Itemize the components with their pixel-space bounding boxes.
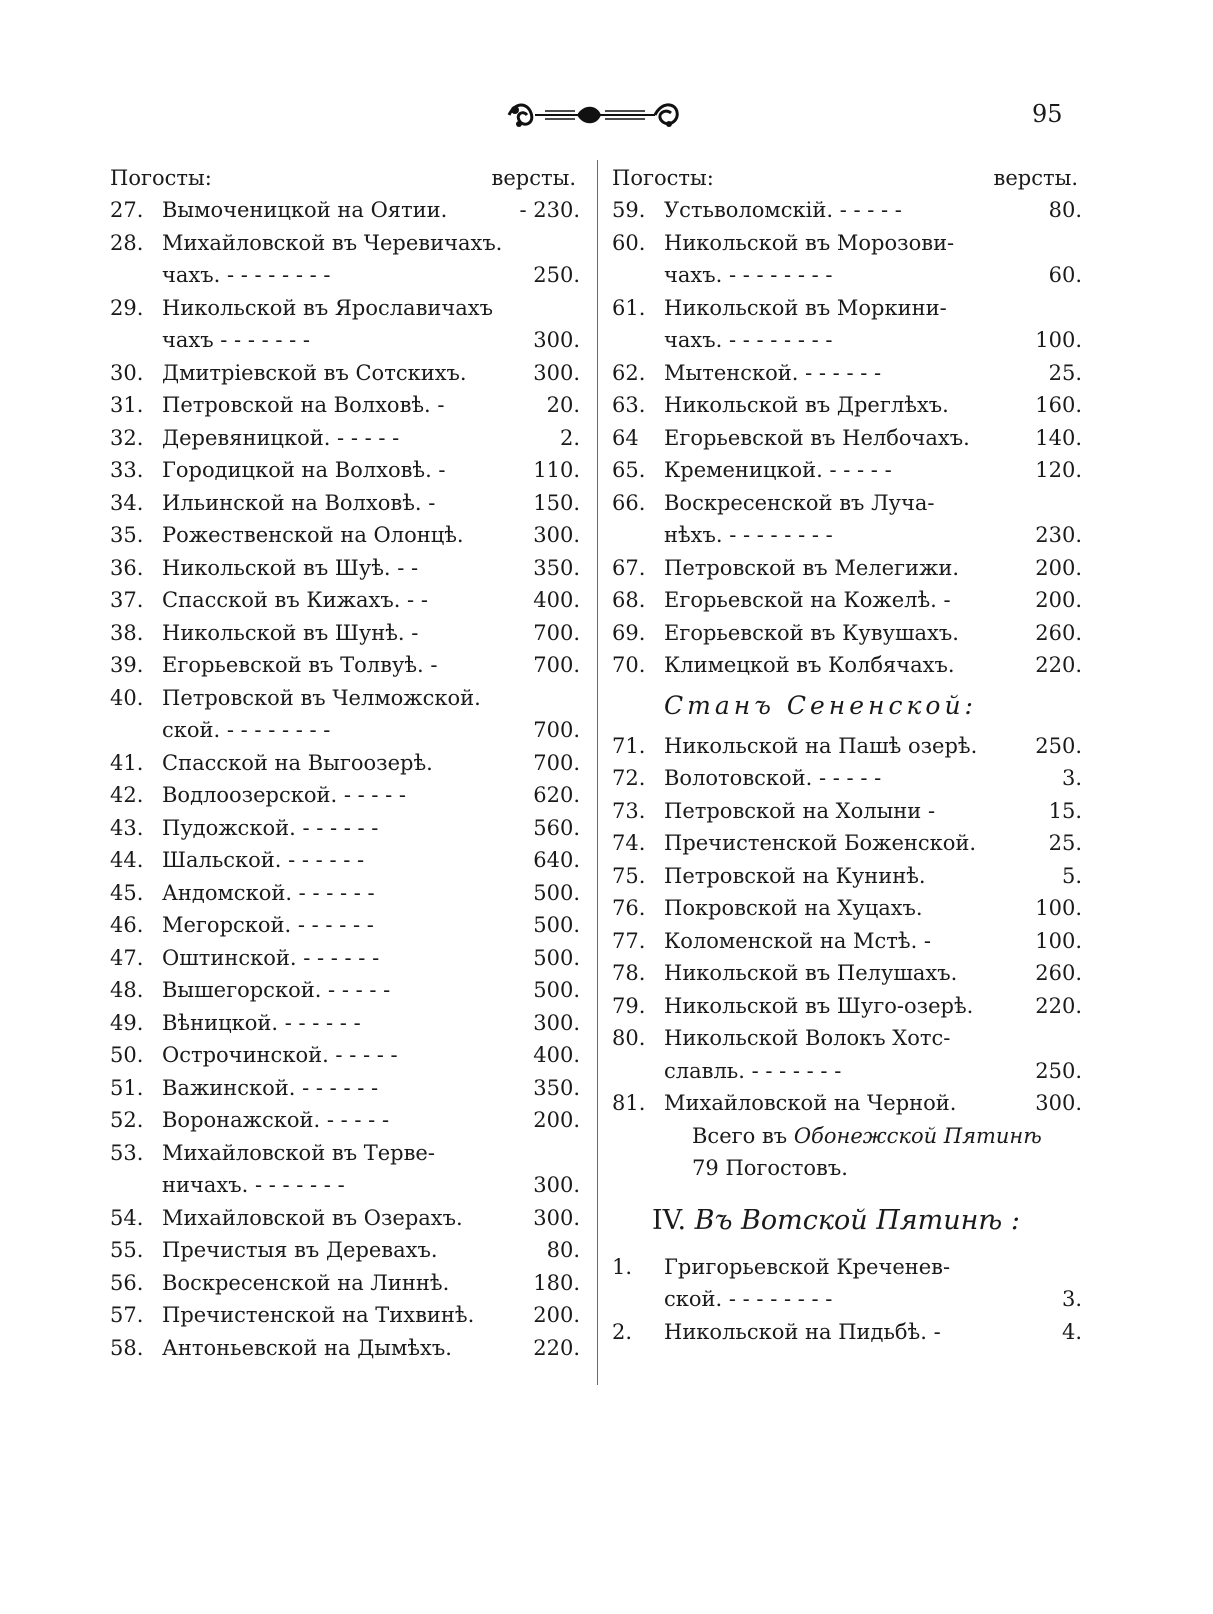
entry-row	[110, 487, 580, 520]
entry-number: 71.	[612, 733, 646, 758]
entry-row	[612, 617, 1082, 650]
entry-versty: 500.	[533, 913, 580, 937]
entry-versty: 260.	[1035, 961, 1082, 985]
entry-versty: 3.	[1061, 1287, 1082, 1311]
entry-versty: 640.	[533, 848, 580, 872]
entry-number: 70.	[612, 653, 646, 677]
entry-versty: 500.	[533, 880, 580, 905]
entry-name: Егорьевской въ Толвуѣ. -	[162, 653, 438, 677]
entry-name: Петровской въ Челможской.	[162, 685, 481, 710]
header-pogosty: Погосты:	[110, 166, 212, 190]
entry-row	[110, 1137, 580, 1170]
entry-versty: 700.	[533, 718, 580, 742]
entry-versty: 100.	[1035, 328, 1082, 352]
entry-number: 72.	[612, 766, 646, 790]
entry-name: Пречистенской Боженской.	[664, 831, 977, 855]
entry-versty: 560.	[533, 815, 580, 840]
entry-row	[110, 1332, 580, 1365]
entry-name: Спасской въ Кижахъ. - -	[162, 588, 428, 612]
entry-name: Михайловской въ Терве-	[162, 1140, 435, 1165]
column-header	[110, 162, 580, 194]
entry-name: Коломенской на Мстѣ. -	[664, 928, 932, 953]
left-entry-list	[110, 194, 580, 1364]
entry-versty: 80.	[1048, 198, 1082, 222]
entry-number: 36.	[110, 555, 144, 580]
entry-versty: 400.	[533, 588, 580, 612]
entry-name: Никольской въ Пелушахъ.	[664, 961, 958, 985]
entry-versty: 200.	[1035, 555, 1082, 580]
entry-continuation	[612, 259, 1082, 292]
entry-row	[110, 779, 580, 812]
entry-versty: 500.	[533, 945, 580, 970]
entry-name: ской. - - - - - - - -	[162, 718, 331, 742]
entry-number: 1.	[612, 1254, 633, 1279]
entry-number: 49.	[110, 1010, 144, 1035]
entry-number: 47.	[110, 945, 144, 970]
entry-name: Рожественской на Олонцѣ.	[162, 523, 464, 547]
entry-number: 60.	[612, 230, 646, 255]
right-entry-list-b	[612, 730, 1082, 1120]
header-versty: версты.	[993, 166, 1078, 190]
header-pogosty: Погосты:	[612, 166, 714, 190]
entry-row	[612, 194, 1082, 227]
entry-name: Никольской въ Шуѣ. - -	[162, 555, 419, 580]
entry-number: 62.	[612, 360, 646, 385]
entry-name: Антоньевской на Дымѣхъ.	[162, 1335, 452, 1360]
entry-name: Пудожской. - - - - - -	[162, 815, 379, 840]
entry-number: 37.	[110, 588, 144, 612]
entry-row	[612, 227, 1082, 260]
entry-name: Климецкой въ Колбячахъ.	[664, 653, 955, 677]
entry-versty: 60.	[1048, 263, 1082, 287]
entry-number: 31.	[110, 393, 144, 417]
entry-row	[612, 990, 1082, 1023]
total-line	[612, 1120, 1082, 1153]
entry-number: 56.	[110, 1270, 144, 1295]
entry-row	[612, 454, 1082, 487]
entry-row	[612, 762, 1082, 795]
entry-continuation	[110, 259, 580, 292]
entry-versty: 4.	[1061, 1319, 1082, 1344]
entry-name: Никольской въ Моркини-	[664, 295, 947, 320]
entry-name: нѣхъ. - - - - - - - -	[664, 523, 833, 547]
entry-name: Петровской въ Мелегижи.	[664, 555, 960, 580]
header-versty: версты.	[491, 166, 576, 190]
entry-name: Пречистыя въ Деревахъ.	[162, 1238, 438, 1262]
entry-number: 35.	[110, 523, 144, 547]
entry-number: 55.	[110, 1238, 144, 1262]
entry-versty: 5.	[1061, 863, 1082, 888]
total-count: 79 Погостовъ.	[692, 1156, 848, 1180]
entry-versty: 260.	[1035, 620, 1082, 645]
entry-number: 59.	[612, 198, 646, 222]
entry-name: Пречистенской на Тихвинѣ.	[162, 1303, 475, 1327]
entry-row	[612, 1022, 1082, 1055]
entry-versty: 2.	[559, 425, 580, 450]
entry-row	[110, 454, 580, 487]
entry-name: Вѣницкой. - - - - - -	[162, 1010, 361, 1035]
entry-row	[110, 844, 580, 877]
entry-continuation	[110, 1169, 580, 1202]
entry-number: 51.	[110, 1075, 144, 1100]
entry-versty: 250.	[1035, 1058, 1082, 1083]
entry-number: 65.	[612, 458, 646, 482]
entry-number: 73.	[612, 798, 646, 823]
entry-versty: 20.	[546, 393, 580, 417]
entry-row	[110, 617, 580, 650]
entry-versty: 25.	[1048, 831, 1082, 855]
entry-name: Егорьевской въ Нелбочахъ.	[664, 425, 970, 450]
entry-name: Городицкой на Волховѣ. -	[162, 458, 446, 482]
entry-row	[612, 292, 1082, 325]
entry-name: Кременицкой. - - - - -	[664, 458, 892, 482]
entry-number: 79.	[612, 993, 646, 1018]
entry-number: 44.	[110, 848, 144, 872]
entry-number: 68.	[612, 588, 646, 612]
entry-number: 53.	[110, 1140, 144, 1165]
entry-name: Никольской на Пашѣ озерѣ.	[664, 733, 978, 758]
entry-name: Покровской на Хуцахъ.	[664, 896, 923, 920]
entry-row	[612, 1087, 1082, 1120]
total-place: Обонежской Пятинѣ	[793, 1123, 1042, 1148]
entry-versty: 300.	[533, 1173, 580, 1197]
entry-number: 48.	[110, 978, 144, 1002]
entry-name: Дмитріевской въ Сотскихъ.	[162, 360, 467, 385]
entry-name: Острочинской. - - - - -	[162, 1043, 398, 1067]
entry-row	[612, 957, 1082, 990]
entry-versty: 350.	[533, 1075, 580, 1100]
entry-name: Важинской. - - - - - -	[162, 1075, 379, 1100]
entry-name: Никольской въ Шуго-озерѣ.	[664, 993, 974, 1018]
entry-row	[110, 584, 580, 617]
entry-row	[110, 812, 580, 845]
left-column	[110, 162, 580, 1364]
entry-versty: - 230.	[519, 198, 580, 222]
section-four-heading	[612, 1191, 1082, 1251]
entry-versty: 220.	[1035, 993, 1082, 1018]
entry-number: 39.	[110, 653, 144, 677]
entry-versty: 220.	[1035, 653, 1082, 677]
entry-versty: 700.	[533, 620, 580, 645]
entry-name: Никольской Волокъ Хотс-	[664, 1026, 951, 1050]
entry-number: 42.	[110, 783, 144, 807]
total-prefix: Всего въ	[692, 1123, 788, 1148]
column-divider	[597, 160, 598, 1385]
entry-continuation	[612, 519, 1082, 552]
entry-versty: 350.	[533, 555, 580, 580]
entry-versty: 620.	[533, 783, 580, 807]
entry-row	[612, 1251, 1082, 1284]
page-number: 95	[1032, 100, 1063, 128]
entry-versty: 160.	[1035, 393, 1082, 417]
entry-name: Никольской въ Морозови-	[664, 230, 955, 255]
entry-name: чахъ - - - - - - -	[162, 328, 311, 352]
entry-name: Воскресенской на Линнѣ.	[162, 1270, 450, 1295]
entry-versty: 300.	[533, 523, 580, 547]
entry-number: 74.	[612, 831, 646, 855]
entry-name: чахъ. - - - - - - - -	[664, 328, 833, 352]
entry-versty: 110.	[533, 458, 580, 482]
entry-versty: 300.	[533, 328, 580, 352]
right-entry-list-a	[612, 194, 1082, 682]
entry-versty: 300.	[1035, 1091, 1082, 1115]
entry-row	[612, 357, 1082, 390]
entry-number: 29.	[110, 295, 144, 320]
entry-name: Петровской на Волховѣ. -	[162, 393, 445, 417]
entry-number: 28.	[110, 230, 144, 255]
entry-name: Мытенской. - - - - - -	[664, 360, 882, 385]
entry-number: 54.	[110, 1205, 144, 1230]
entry-name: Никольской въ Шунѣ. -	[162, 620, 419, 645]
entry-name: Оштинской. - - - - - -	[162, 945, 380, 970]
entry-continuation	[110, 324, 580, 357]
section-four-title: Въ Вотской Пятинѣ :	[694, 1204, 1020, 1236]
section-stan-heading: Станъ Сенeнской:	[664, 690, 977, 720]
entry-row	[110, 1072, 580, 1105]
section-four-numeral: IV.	[652, 1204, 687, 1236]
entry-row	[110, 649, 580, 682]
entry-row	[110, 422, 580, 455]
entry-versty: 200.	[533, 1303, 580, 1327]
entry-number: 45.	[110, 880, 144, 905]
entry-row	[110, 227, 580, 260]
entry-continuation	[612, 1055, 1082, 1088]
entry-name: Воскресенской въ Луча-	[664, 490, 935, 515]
entry-number: 50.	[110, 1043, 144, 1067]
entry-number: 40.	[110, 685, 144, 710]
entry-versty: 140.	[1035, 425, 1082, 450]
entry-versty: 230.	[1035, 523, 1082, 547]
entry-row	[110, 552, 580, 585]
entry-number: 66.	[612, 490, 646, 515]
entry-row	[110, 1104, 580, 1137]
entry-versty: 200.	[1035, 588, 1082, 612]
entry-row	[110, 747, 580, 780]
entry-row	[110, 1007, 580, 1040]
entry-name: Егорьевской въ Кувушахъ.	[664, 620, 959, 645]
entry-row	[110, 909, 580, 942]
entry-row	[110, 877, 580, 910]
entry-versty: 150.	[533, 490, 580, 515]
printer-ornament-icon	[505, 98, 683, 132]
entry-versty: 300.	[533, 1205, 580, 1230]
entry-name: Петровской на Холыни -	[664, 798, 936, 823]
entry-number: 30.	[110, 360, 144, 385]
entry-row	[612, 1316, 1082, 1349]
entry-row	[612, 795, 1082, 828]
entry-versty: 100.	[1035, 928, 1082, 953]
entry-number: 46.	[110, 913, 144, 937]
entry-versty: 120.	[1035, 458, 1082, 482]
entry-number: 81.	[612, 1091, 646, 1115]
entry-row	[110, 1234, 580, 1267]
entry-continuation	[612, 1283, 1082, 1316]
entry-versty: 300.	[533, 360, 580, 385]
entry-name: Вымоченицкой на Оятии.	[162, 198, 448, 222]
entry-number: 52.	[110, 1108, 144, 1132]
entry-row	[612, 552, 1082, 585]
entry-continuation	[110, 714, 580, 747]
entry-number: 64	[612, 425, 639, 450]
entry-number: 69.	[612, 620, 646, 645]
entry-row	[612, 860, 1082, 893]
entry-versty: 180.	[533, 1270, 580, 1295]
entry-name: Воронажской. - - - - -	[162, 1108, 390, 1132]
entry-versty: 300.	[533, 1010, 580, 1035]
entry-row	[110, 1202, 580, 1235]
entry-row	[612, 584, 1082, 617]
entry-versty: 220.	[533, 1335, 580, 1360]
entry-number: 78.	[612, 961, 646, 985]
right-entry-list-c	[612, 1251, 1082, 1349]
entry-number: 80.	[612, 1026, 646, 1050]
entry-name: Михайловской въ Озерахъ.	[162, 1205, 463, 1230]
entry-versty: 700.	[533, 653, 580, 677]
entry-name: ничахъ. - - - - - - -	[162, 1173, 345, 1197]
entry-row	[612, 422, 1082, 455]
entry-number: 58.	[110, 1335, 144, 1360]
entry-number: 76.	[612, 896, 646, 920]
entry-name: Никольской въ Ярославичахъ	[162, 295, 494, 320]
entry-row	[110, 682, 580, 715]
entry-versty: 15.	[1048, 798, 1082, 823]
entry-row	[110, 519, 580, 552]
entry-name: Егорьевской на Кожелѣ. -	[664, 588, 951, 612]
entry-number: 33.	[110, 458, 144, 482]
entry-number: 75.	[612, 863, 646, 888]
entry-versty: 3.	[1061, 766, 1082, 790]
entry-versty: 250.	[533, 263, 580, 287]
entry-row	[110, 1299, 580, 1332]
entry-name: Волотовской. - - - - -	[664, 766, 882, 790]
entry-number: 41.	[110, 750, 144, 775]
entry-name: Ильинской на Волховѣ. -	[162, 490, 436, 515]
entry-name: Водлоозерской. - - - - -	[162, 783, 407, 807]
entry-number: 32.	[110, 425, 144, 450]
entry-number: 61.	[612, 295, 646, 320]
column-header	[612, 162, 1082, 194]
entry-name: Никольской въ Дреглѣхъ.	[664, 393, 949, 417]
entry-row	[612, 389, 1082, 422]
entry-name: Мегорской. - - - - - -	[162, 913, 374, 937]
entry-name: Григорьевской Креченев-	[664, 1254, 951, 1279]
entry-row	[612, 649, 1082, 682]
entry-number: 63.	[612, 393, 646, 417]
entry-row	[110, 357, 580, 390]
entry-versty: 25.	[1048, 360, 1082, 385]
entry-number: 43.	[110, 815, 144, 840]
right-column	[612, 162, 1082, 1348]
entry-row	[612, 892, 1082, 925]
entry-name: Деревяницкой. - - - - -	[162, 425, 400, 450]
entry-name: Никольской на Пидьбѣ. -	[664, 1319, 941, 1344]
entry-number: 77.	[612, 928, 646, 953]
entry-name: Устьволомскій. - - - - -	[664, 198, 902, 222]
entry-row	[110, 194, 580, 227]
entry-number: 57.	[110, 1303, 144, 1327]
entry-versty: 80.	[546, 1238, 580, 1262]
entry-number: 38.	[110, 620, 144, 645]
entry-row	[110, 1039, 580, 1072]
entry-name: чахъ. - - - - - - - -	[162, 263, 331, 287]
entry-row	[110, 942, 580, 975]
entry-row	[110, 974, 580, 1007]
entry-name: славль. - - - - - - -	[664, 1058, 842, 1083]
entry-versty: 400.	[533, 1043, 580, 1067]
entry-number: 2.	[612, 1319, 633, 1344]
entry-row	[612, 730, 1082, 763]
entry-versty: 100.	[1035, 896, 1082, 920]
entry-name: чахъ. - - - - - - - -	[664, 263, 833, 287]
entry-name: Спасской на Выгоозерѣ.	[162, 750, 433, 775]
entry-name: Михайловской на Черной.	[664, 1091, 957, 1115]
entry-name: Андомской. - - - - - -	[162, 880, 375, 905]
entry-versty: 250.	[1035, 733, 1082, 758]
entry-name: ской. - - - - - - - -	[664, 1287, 833, 1311]
entry-row	[612, 827, 1082, 860]
entry-name: Михайловской въ Черевичахъ.	[162, 230, 503, 255]
entry-continuation	[612, 324, 1082, 357]
entry-number: 34.	[110, 490, 144, 515]
entry-name: Петровской на Кунинѣ.	[664, 863, 926, 888]
entry-row	[110, 292, 580, 325]
entry-row	[110, 1267, 580, 1300]
entry-row	[612, 925, 1082, 958]
entry-versty: 700.	[533, 750, 580, 775]
entry-row	[612, 487, 1082, 520]
entry-number: 67.	[612, 555, 646, 580]
entry-row	[110, 389, 580, 422]
entry-number: 27.	[110, 198, 144, 222]
entry-versty: 500.	[533, 978, 580, 1002]
entry-versty: 200.	[533, 1108, 580, 1132]
entry-name: Шальской. - - - - - -	[162, 848, 365, 872]
entry-name: Вышегорской. - - - - -	[162, 978, 391, 1002]
